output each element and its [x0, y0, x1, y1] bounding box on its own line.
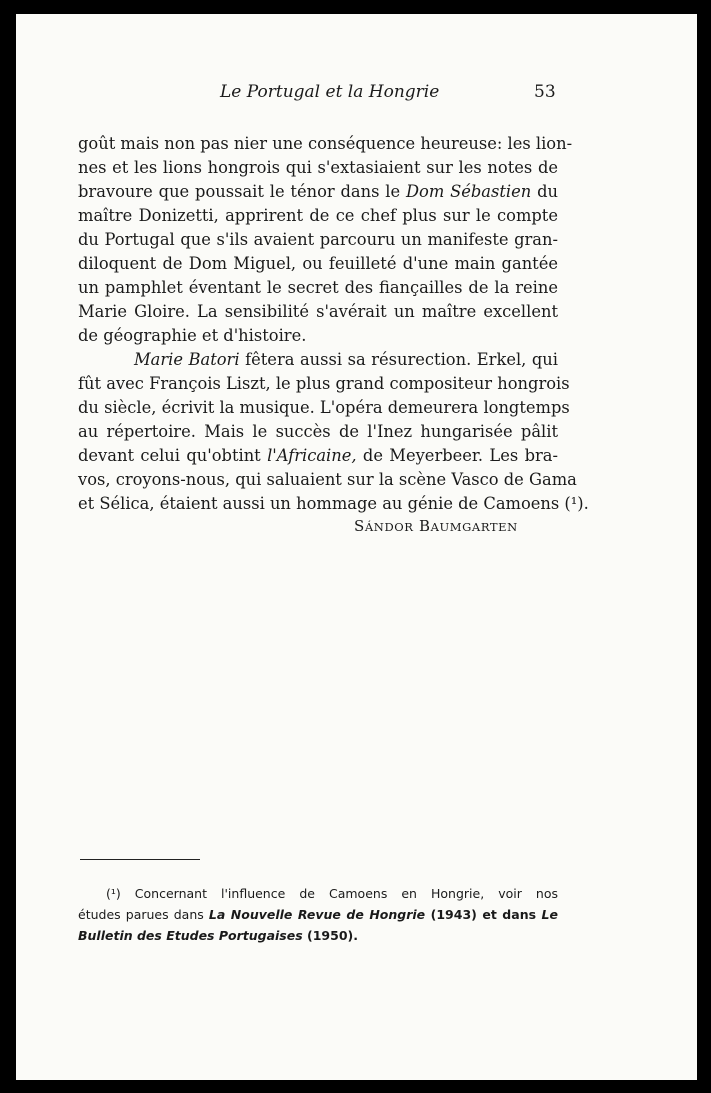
text-line: du Portugal que s'ils avaient parcouru un manifeste gran-: [78, 230, 558, 249]
page-number: 53: [534, 82, 556, 102]
text-line: et Sélica, étaient aussi un hommage au génie de Camoens (¹).: [78, 494, 589, 513]
text-line: devant celui qu'obtint l'Africaine, de Meyerbeer. Les bra-: [78, 446, 558, 465]
text-line: maître Donizetti, apprirent de ce chef plus sur le compte: [78, 206, 558, 225]
opera-title: Marie Batori: [134, 350, 240, 369]
text-line: fût avec François Liszt, le plus grand compositeur hongrois: [78, 374, 570, 393]
running-title: Le Portugal et la Hongrie: [220, 82, 440, 102]
opera-title: l'Africaine,: [267, 446, 357, 465]
text-line: du siècle, écrivit la musique. L'opéra demeurera longtemps: [78, 398, 570, 417]
text-line: de géographie et d'histoire.: [78, 326, 307, 345]
text-line: Marie Batori fêtera aussi sa résurection. Erkel, qui: [134, 350, 559, 369]
footnotes: [78, 883, 558, 946]
footnote-line: études parues dans La Nouvelle Revue de Hongrie (1943) et dans Le: [78, 907, 558, 922]
footnote-divider: [80, 859, 200, 860]
page-header: [16, 82, 697, 106]
text-line: au répertoire. Mais le succès de l'Inez hungarisée pâlit: [78, 422, 558, 441]
opera-title: Dom Sébastien: [405, 182, 532, 201]
text-line: un pamphlet éventant le secret des fiançailles de la reine: [78, 278, 558, 297]
text-line: vos, croyons-nous, qui saluaient sur la scène Vasco de Gama: [78, 470, 577, 489]
author-signature: SÁNDOR BAUMGARTEN: [354, 517, 518, 535]
text-line: bravoure que poussait le ténor dans le Dom Sébastien du: [78, 182, 558, 201]
text-line: diloquent de Dom Miguel, ou feuilleté d'une main gantée: [78, 254, 558, 273]
text-line: Marie Gloire. La sensibilité s'avérait un maître excellent: [78, 302, 558, 321]
footnote-line: (¹) Concernant l'influence de Camoens en Hongrie, voir nos: [106, 886, 558, 901]
body-text: [78, 132, 589, 516]
page: [16, 14, 697, 1080]
footnote-line: Bulletin des Etudes Portugaises (1950).: [78, 928, 358, 943]
text-line: nes et les lions hongrois qui s'extasiaient sur les notes de: [78, 158, 558, 177]
text-line: goût mais non pas nier une conséquence heureuse: les lion-: [78, 134, 573, 153]
